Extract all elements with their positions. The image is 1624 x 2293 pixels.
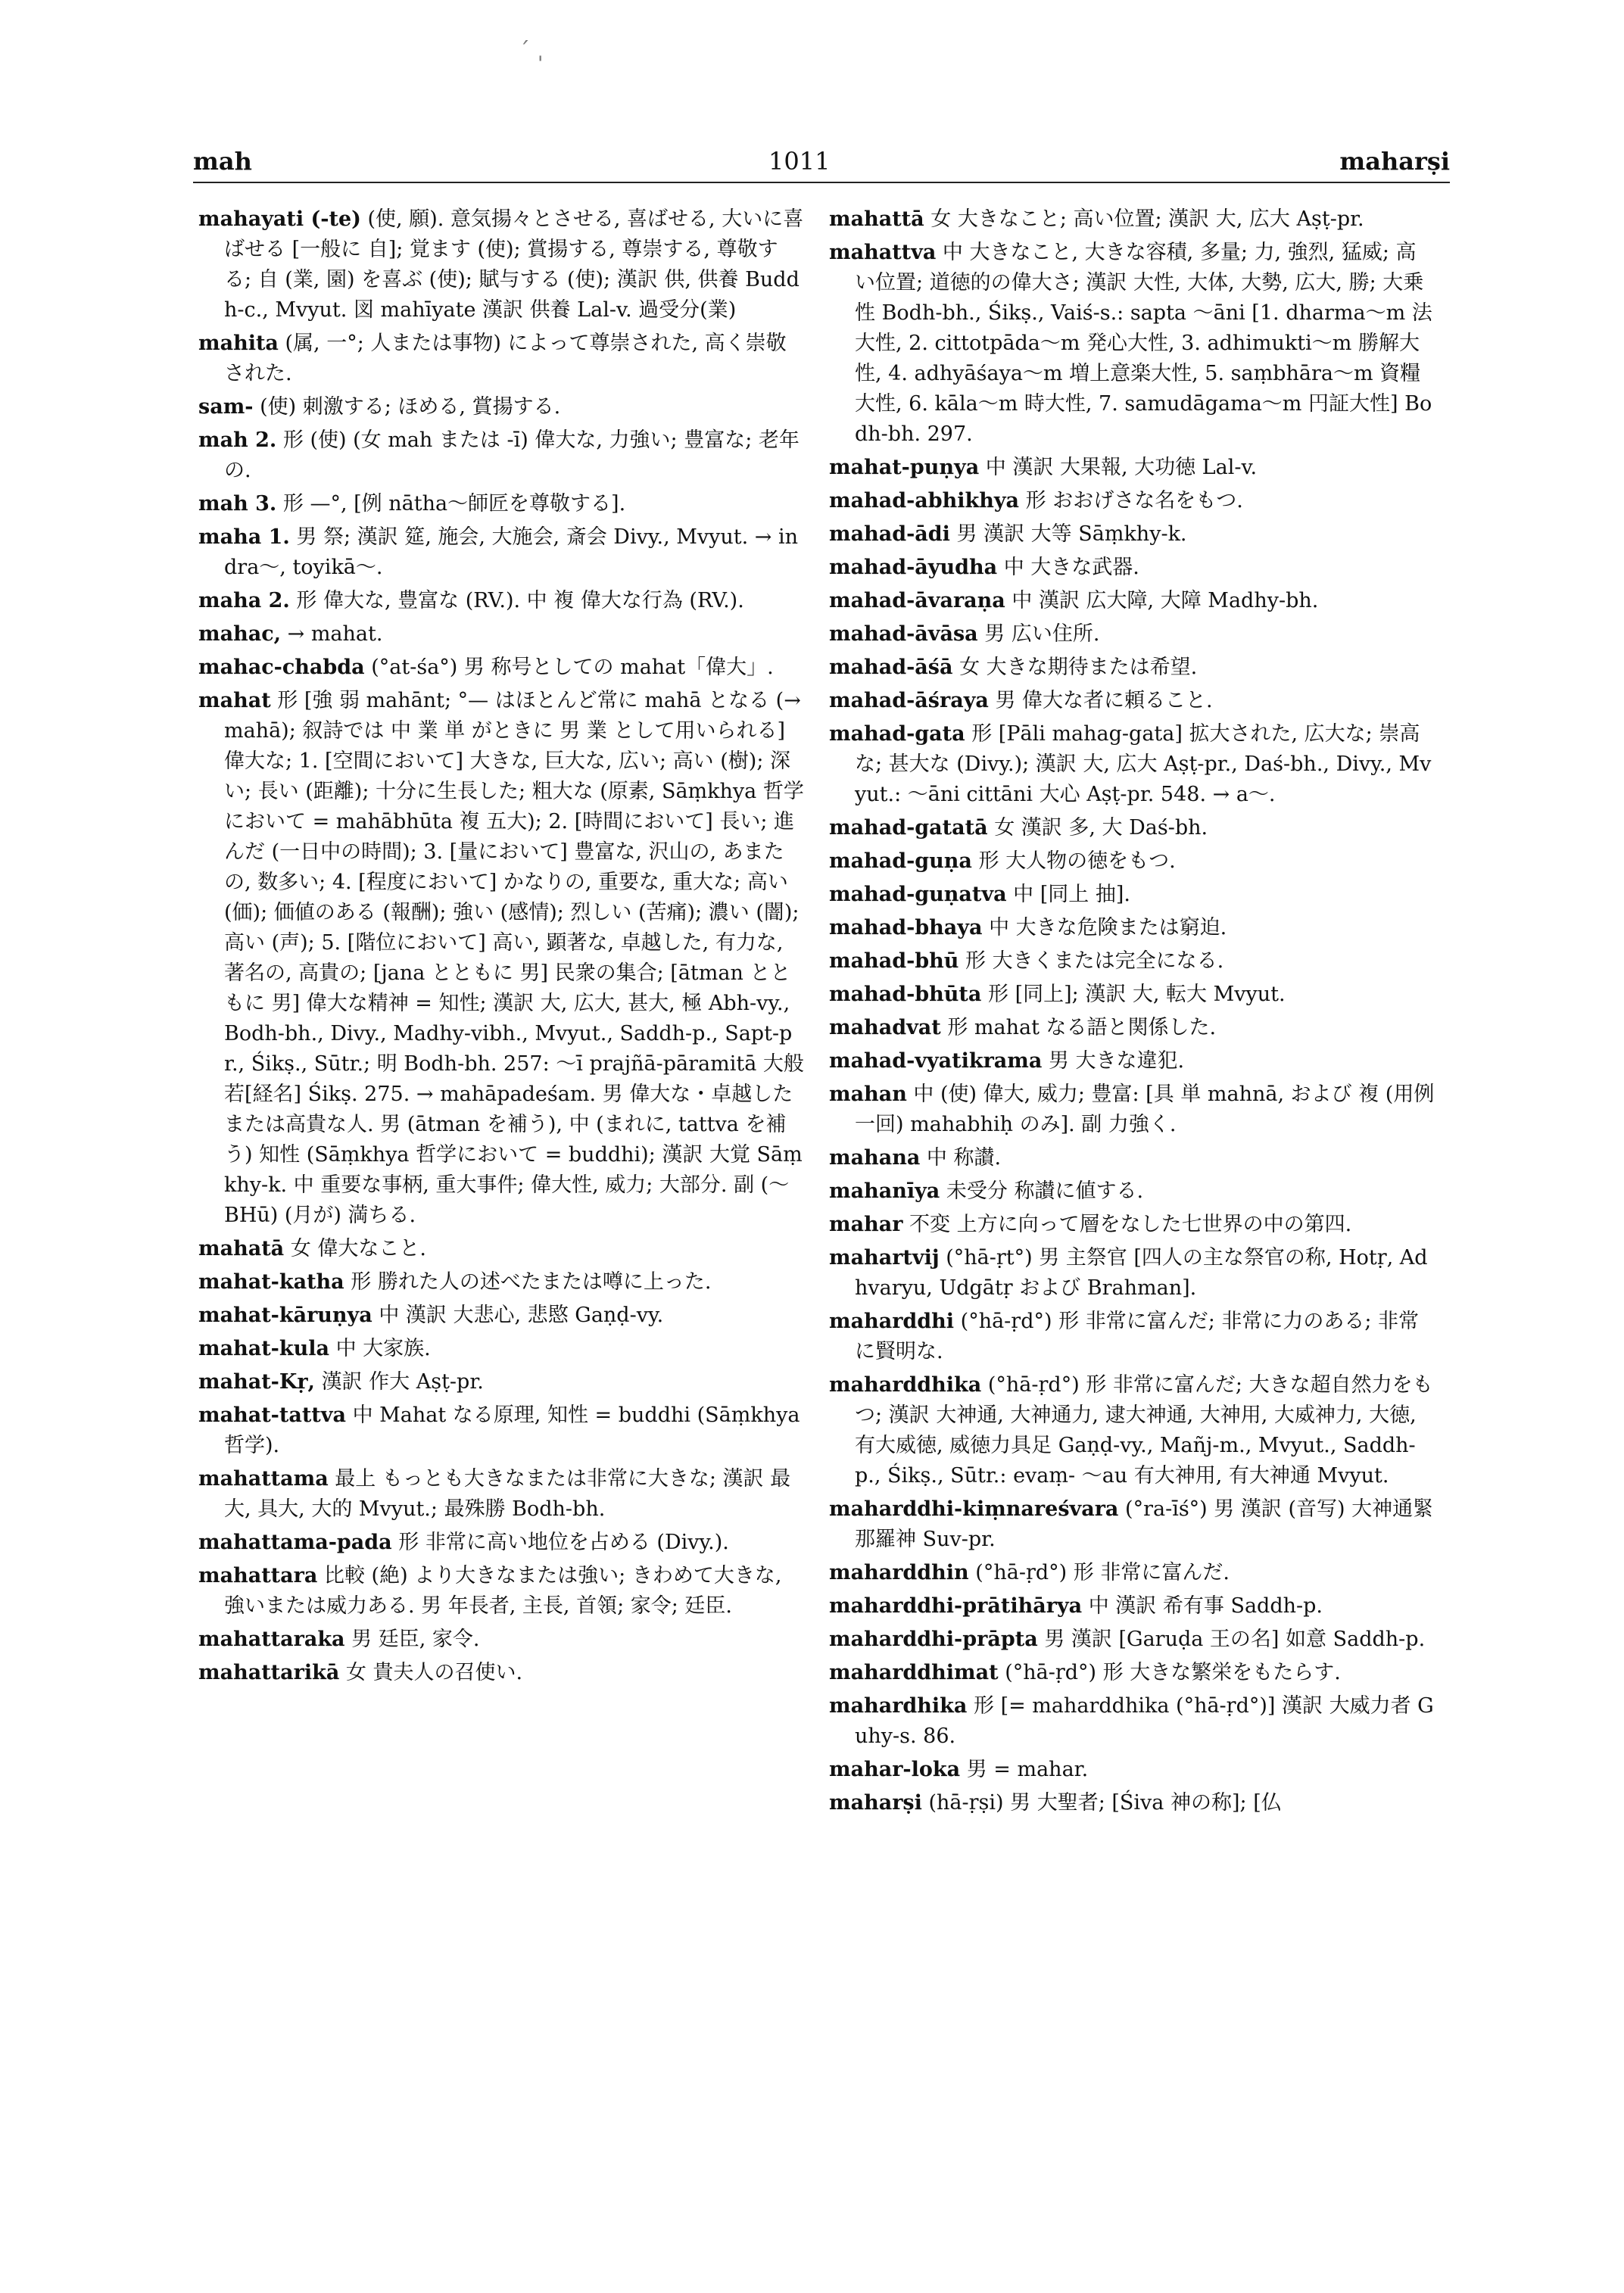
entry-definition: 形 勝れた人の述べたまたは噂に上った. <box>351 1270 712 1294</box>
dictionary-entry <box>829 1176 1435 1207</box>
entry-definition: 中 漢訳 広大障, 大障 Madhy-bh. <box>1011 589 1319 612</box>
dictionary-entry <box>829 1658 1435 1688</box>
dictionary-entry <box>829 686 1435 716</box>
entry-definition: 女 大きな期待または希望. <box>959 656 1198 679</box>
entry-definition: 中 漢訳 希有事 Saddh-p. <box>1088 1594 1323 1618</box>
entry-headword: mahattaraka <box>198 1628 345 1651</box>
entry-definition: (°hā-ṛd°) 形 非常に富んだ; 大きな超自然力をもつ; 漢訳 大神通, 大神通力, 逮大神通, 大神用, 大威神力, 大徳, 有大威徳, 威徳力具足 Gaṇḍ-vy., Mañj-m., Mvyut., Saddh-p., Śikṣ., Sūtr.: evaṃ- ～au 有大神用, 有大神通 Mvyut. <box>855 1373 1433 1488</box>
entry-definition: 未受分 称讃に値する. <box>946 1179 1144 1203</box>
entry-definition: 女 大きなこと; 高い位置; 漢訳 大, 広大 Aṣṭ-pr. <box>930 207 1364 231</box>
entry-headword: maha 1. <box>198 525 290 549</box>
dictionary-entry <box>198 1658 804 1688</box>
dictionary-entry <box>198 1267 804 1298</box>
dictionary-entry <box>198 425 804 486</box>
entry-definition: 中 大きな危険または窮迫. <box>989 916 1227 939</box>
entry-headword: mahad-gatatā <box>829 816 988 840</box>
entry-headword: mahad-bhaya <box>829 916 983 939</box>
dictionary-entry <box>198 204 804 326</box>
dictionary-entry <box>198 1234 804 1264</box>
dictionary-entry <box>829 980 1435 1010</box>
entry-headword: mahanīya <box>829 1179 940 1203</box>
dictionary-entry <box>198 1625 804 1655</box>
entry-headword: mahac-chabda <box>198 656 365 679</box>
dictionary-entry <box>198 586 804 616</box>
entry-headword: mahayati (-te) <box>198 207 361 231</box>
entry-headword: mahad-āvaraṇa <box>829 589 1005 612</box>
entry-definition: 漢訳 作大 Aṣṭ-pr. <box>321 1370 484 1394</box>
dictionary-entry <box>829 846 1435 877</box>
entry-definition: 男 大きな違犯. <box>1048 1049 1185 1073</box>
entry-definition: 形 [強 弱 mahānt; °— はほとんど常に mahā となる (→ mahā); 叙詩では 中 業 単 がときに 男 業 として用いられる] 偉大な; 1. [空間において] 大きな, 巨大な, 広い; 高い (樹); 深い; 長い (距離); 十分に生長した; 粗大な (原素, Sāṃkhya 哲学において = mahābhūta 複 五大); 2. [時間において] 長い; 進んだ (一日中の時間); 3. [量において] 豊富な, 沢山の, あまたの, 数多い; 4. [程度において] かなりの, 重要な, 重大な; 高い (価); 価値のある (報酬); 強い (感情); 烈しい (苦痛); 濃い (闇); 高い (声); 5. [階位において] 高い, 顕著な, 卓越した, 有力な, 著名の, 高貴の; [jana とともに 男] 民衆の集合; [ātman とともに 男] 偉大な精神 = 知性; 漢訳 大, 広大, 甚大, 極 Abh-vy., Bodh-bh., Divy., Madhy-vibh., Mvyut., Saddh-p., Sapt-pr., Śikṣ., Sūtr.; 明 Bodh-bh. 257: ～ī prajñā-pāramitā 大般若[経名] Śikṣ. 275. → mahāpadeśam. 男 偉大な・卓越したまたは高貴な人. 男 (ātman を補う), 中 (まれに, tattva を補う) 知性 (Sāṃkhya 哲学において = buddhi); 漢訳 大覚 Sāṃkhy-k. 中 重要な事柄, 重大事件; 偉大性, 威力; 大部分. 副 (～BHū) (月が) 満ちる. <box>224 689 804 1227</box>
entry-headword: mah 2. <box>198 428 277 452</box>
entry-definition: 形 非常に高い地位を占める (Divy.). <box>398 1531 729 1554</box>
entry-headword: maharddhi-prāpta <box>829 1628 1038 1651</box>
entry-headword: mahar-loka <box>829 1758 961 1781</box>
dictionary-entry <box>198 522 804 583</box>
entry-headword: mahad-āśraya <box>829 689 989 712</box>
entry-definition: (°hā-ṛd°) 形 非常に富んだ; 非常に力のある; 非常に賢明な. <box>855 1310 1420 1363</box>
dictionary-entry <box>829 1558 1435 1588</box>
entry-definition: 比較 (絶) より大きなまたは強い; きわめて大きな, 強いまたは威力ある. 男 年長者, 主長, 首領; 家令; 廷臣. <box>224 1564 782 1618</box>
dictionary-entry <box>198 489 804 519</box>
entry-headword: sam- <box>198 395 254 419</box>
entry-definition: (属, 一°; 人または事物) によって尊崇された, 高く崇敬された. <box>224 332 787 385</box>
header-right-guideword: maharṣi <box>1339 147 1450 176</box>
dictionary-entry <box>829 1210 1435 1240</box>
page-header <box>193 136 1450 182</box>
entry-definition: (使) 刺激する; ほめる, 賞揚する. <box>260 395 561 419</box>
entry-definition: (°hā-ṛt°) 男 主祭官 [四人の主な祭官の称, Hotṛ, Adhvaryu, Udgātṛ および Brahman]. <box>855 1246 1428 1300</box>
entry-definition: 中 大きなこと, 大きな容積, 多量; 力, 強烈, 猛威; 高い位置; 道徳的の偉大さ; 漢訳 大性, 大体, 大勢, 広大, 勝; 大乗性 Bodh-bh., Śikṣ., Vaiś-s.: sapta ～āni [1. dharma～m 法大性, 2. cittotpāda～m 発心大性, 3. adhimukti～m 勝解大性, 4. adhyāśaya～m 増上意楽大性, 5. saṃbhāra～m 資糧大性, 6. kāla～m 時大性, 7. samudāgama～m 円証大性] Bodh-bh. 297. <box>855 241 1432 446</box>
entry-headword: mahac, <box>198 622 282 646</box>
header-left-guideword: mah <box>193 147 252 176</box>
entry-headword: mahattara <box>198 1564 318 1587</box>
entry-headword: mahat-katha <box>198 1270 344 1294</box>
entry-definition: 中 漢訳 大果報, 大功徳 Lal-v. <box>985 456 1258 479</box>
entry-definition: 形 [= maharddhika (°hā-ṛd°)] 漢訳 大威力者 Guhy-s. 86. <box>855 1694 1434 1748</box>
entry-headword: mahattva <box>829 241 937 264</box>
dictionary-entry <box>829 719 1435 810</box>
entry-headword: mahita <box>198 332 279 355</box>
entry-headword: mahad-bhū <box>829 949 959 973</box>
dictionary-entry <box>198 686 804 1231</box>
entry-headword: maha 2. <box>198 589 290 612</box>
entry-headword: mahat-Kṛ, <box>198 1370 315 1394</box>
entry-headword: mahattama <box>198 1467 329 1491</box>
entry-headword: mahad-guṇatva <box>829 883 1007 906</box>
entry-headword: mahad-bhūta <box>829 983 982 1006</box>
dictionary-entry <box>829 946 1435 977</box>
entry-headword: mahat-puṇya <box>829 456 980 479</box>
entry-headword: maharddhika <box>829 1373 982 1397</box>
entry-headword: mahad-āvāsa <box>829 622 978 646</box>
entry-headword: mahat-tattva <box>198 1404 346 1427</box>
dictionary-entry <box>198 1301 804 1331</box>
dictionary-entry <box>829 813 1435 843</box>
entry-definition: 形 偉大な, 豊富な (RV.). 中 複 偉大な行為 (RV.). <box>296 589 744 612</box>
dictionary-entry <box>198 1464 804 1525</box>
entry-headword: mahar <box>829 1213 903 1236</box>
entry-headword: mahad-ādi <box>829 522 950 546</box>
dictionary-entry <box>829 586 1435 616</box>
entry-definition: (°at-śa°) 男 称号としての mahat「偉大」. <box>371 656 774 679</box>
dictionary-entry <box>829 553 1435 583</box>
entry-definition: 形 —°, [例 nātha～師匠を尊敬する]. <box>282 492 626 516</box>
left-column <box>198 204 804 1691</box>
dictionary-entry <box>198 1561 804 1622</box>
entry-headword: mahad-vyatikrama <box>829 1049 1043 1073</box>
entry-definition: (°ra-īś°) 男 漢訳 (音写) 大神通緊那羅神 Suv-pr. <box>855 1497 1434 1551</box>
entry-headword: mahattā <box>829 207 924 231</box>
entry-definition: 中 Mahat なる原理, 知性 = buddhi (Sāṃkhya 哲学). <box>224 1404 800 1457</box>
entry-headword: mahadvat <box>829 1016 941 1039</box>
entry-definition: 中 (使) 偉大, 威力; 豊富: [具 単 mahnā, および 複 (用例一回) mahabhiḥ のみ]. 副 力強く. <box>855 1083 1435 1136</box>
header-rule <box>193 182 1450 183</box>
entry-definition: 中 [同上 抽]. <box>1013 883 1130 906</box>
entry-definition: 男 偉大な者に頼ること. <box>995 689 1213 712</box>
dictionary-entry <box>829 1494 1435 1555</box>
entry-headword: maharddhimat <box>829 1661 999 1684</box>
dictionary-entry <box>198 329 804 389</box>
entry-definition: 男 漢訳 大等 Sāṃkhy-k. <box>956 522 1187 546</box>
entry-headword: mahad-āyudha <box>829 556 998 579</box>
dictionary-entry <box>829 1013 1435 1043</box>
dictionary-entry <box>198 653 804 683</box>
entry-definition: (°hā-ṛd°) 形 非常に富んだ. <box>975 1561 1230 1584</box>
entry-headword: mahad-gata <box>829 722 965 746</box>
dictionary-entry <box>198 392 804 422</box>
dictionary-entry <box>198 1528 804 1558</box>
dictionary-entry <box>829 1243 1435 1304</box>
entry-headword: maharddhi-prātihārya <box>829 1594 1083 1618</box>
entry-definition: 不変 上方に向って層をなした七世界の中の第四. <box>909 1213 1352 1236</box>
entry-definition: 男 祭; 漢訳 筵, 施会, 大施会, 斎会 Divy., Mvyut. → indra～, toyikā～. <box>224 525 799 579</box>
entry-definition: 男 広い住所. <box>984 622 1100 646</box>
dictionary-entry <box>829 1625 1435 1655</box>
entry-definition: 女 漢訳 多, 大 Daś-bh. <box>994 816 1208 840</box>
entry-headword: mahat <box>198 689 271 712</box>
entry-definition: 形 大きくまたは完全になる. <box>965 949 1224 973</box>
dictionary-entry <box>829 238 1435 450</box>
entry-definition: 男 廷臣, 家令. <box>351 1628 480 1651</box>
entry-headword: mah 3. <box>198 492 277 516</box>
dictionary-entry <box>829 1046 1435 1076</box>
entry-definition: 最上 もっとも大きなまたは非常に大きな; 漢訳 最大, 具大, 大的 Mvyut.; 最殊勝 Bodh-bh. <box>224 1467 791 1521</box>
dictionary-entry <box>829 1788 1435 1818</box>
page-number: 1011 <box>768 147 831 176</box>
dictionary-entry <box>829 653 1435 683</box>
entry-headword: mahattarikā <box>198 1661 340 1684</box>
dictionary-entry <box>829 1691 1435 1752</box>
entry-headword: mahana <box>829 1146 921 1170</box>
entry-definition: 女 偉大なこと. <box>290 1237 426 1260</box>
entry-headword: mahardhika <box>829 1694 968 1718</box>
entry-headword: maharṣi <box>829 1791 922 1815</box>
entry-definition: 形 [同上]; 漢訳 大, 転大 Mvyut. <box>987 983 1286 1006</box>
entry-headword: maharddhi <box>829 1310 955 1333</box>
dictionary-entry <box>829 519 1435 550</box>
entry-definition: 形 大人物の徳をもつ. <box>978 849 1176 873</box>
entry-headword: mahad-āśā <box>829 656 953 679</box>
right-column <box>829 204 1435 1821</box>
entry-headword: mahattama-pada <box>198 1531 392 1554</box>
entry-definition: 形 [Pāli mahag-gata] 拡大された, 広大な; 崇高な; 甚大な (Divy.); 漢訳 大, 広大 Aṣṭ-pr., Daś-bh., Divy., Mvyut.: ～āni cittāni 大心 Aṣṭ-pr. 548. → a～. <box>855 722 1432 806</box>
entry-definition: → mahat. <box>287 622 383 646</box>
entry-definition: 中 大きな武器. <box>1003 556 1139 579</box>
dictionary-entry <box>198 1367 804 1397</box>
dictionary-entry <box>829 1080 1435 1140</box>
dictionary-entry <box>829 486 1435 516</box>
dictionary-entry <box>198 1334 804 1364</box>
entry-headword: mahartvij <box>829 1246 940 1270</box>
entry-headword: maharddhin <box>829 1561 969 1584</box>
entry-headword: mahatā <box>198 1237 285 1260</box>
dictionary-entry <box>829 453 1435 483</box>
entry-definition: 女 貴夫人の召使い. <box>345 1661 523 1684</box>
entry-definition: 男 = mahar. <box>966 1758 1089 1781</box>
entry-definition: 形 おおげさな名をもつ. <box>1025 489 1243 512</box>
dictionary-entry <box>829 1143 1435 1173</box>
entry-definition: (使, 願). 意気揚々とさせる, 喜ばせる, 大いに喜ばせる [一般に 自]; 覚ます (使); 賞揚する, 尊崇する, 尊敬する; 自 (業, 園) を喜ぶ (使); 賦与する (使); 漢訳 供, 供養 Buddh-c., Mvyut. 図 mahīyate 漢訳 供養 Lal-v. 過受分(業) <box>224 207 804 322</box>
dictionary-entry <box>829 880 1435 910</box>
entry-definition: 中 大家族. <box>335 1337 431 1360</box>
entry-headword: mahat-kāruṇya <box>198 1304 372 1327</box>
dictionary-entry <box>829 619 1435 650</box>
entry-headword: mahad-abhikhya <box>829 489 1020 512</box>
dictionary-entry <box>198 619 804 650</box>
dictionary-entry <box>829 913 1435 943</box>
scan-mark: ˊ ˌ <box>519 38 544 64</box>
entry-definition: (°hā-ṛd°) 形 大きな繁栄をもたらす. <box>1005 1661 1341 1684</box>
dictionary-entry <box>829 1755 1435 1785</box>
dictionary-entry <box>198 1400 804 1461</box>
dictionary-entry <box>829 1307 1435 1367</box>
entry-headword: mahat-kula <box>198 1337 329 1360</box>
entry-headword: maharddhi-kiṃnareśvara <box>829 1497 1119 1521</box>
dictionary-entry <box>829 1591 1435 1622</box>
entry-definition: 形 (使) (女 mah または -ī) 偉大な, 力強い; 豊富な; 老年の. <box>224 428 800 482</box>
entry-definition: 男 漢訳 [Garuḍa 王の名] 如意 Saddh-p. <box>1044 1628 1426 1651</box>
dictionary-entry <box>829 1370 1435 1491</box>
entry-headword: mahad-guṇa <box>829 849 972 873</box>
entry-headword: mahan <box>829 1083 907 1106</box>
entry-definition: 中 漢訳 大悲心, 悲愍 Gaṇḍ-vy. <box>379 1304 664 1327</box>
entry-definition: 形 mahat なる語と関係した. <box>947 1016 1217 1039</box>
entry-definition: 中 称讃. <box>926 1146 1002 1170</box>
dictionary-entry <box>829 204 1435 235</box>
entry-definition: (hā-ṛṣi) 男 大聖者; [Śiva 神の称]; [仏 <box>928 1791 1282 1815</box>
